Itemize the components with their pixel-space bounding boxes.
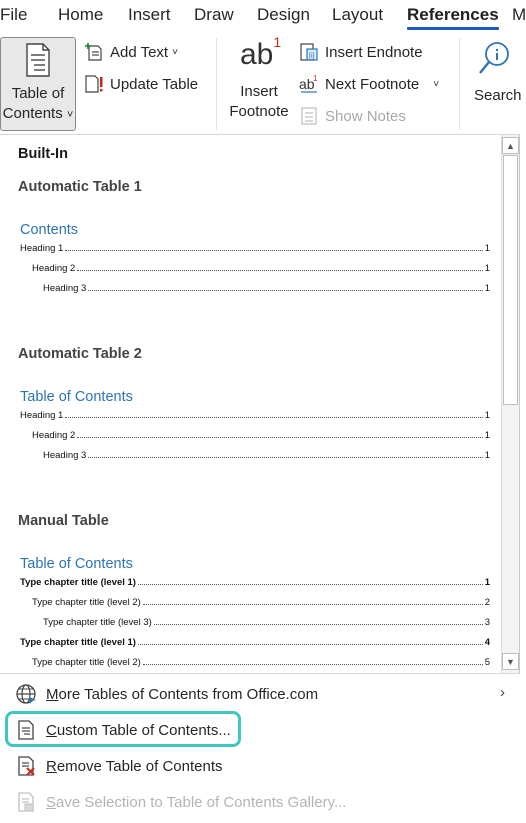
- insert-footnote-label-line2: Footnote: [229, 103, 289, 120]
- next-footnote-label: Next Footnote: [325, 75, 420, 93]
- search-label: Search: [474, 87, 522, 104]
- toc-menu: [0, 673, 520, 823]
- show-notes-label: Show Notes: [325, 107, 406, 125]
- chevron-down-icon: ˅: [172, 46, 178, 58]
- svg-text:1: 1: [313, 74, 318, 83]
- more-tables-menu-item[interactable]: [0, 677, 520, 711]
- toc-preview-entry: Type chapter title (level 2) 5: [32, 657, 490, 668]
- toc-preview-entry: Type chapter title (level 1) 1: [20, 577, 490, 588]
- footnote-icon: $ab^1$: [240, 34, 282, 71]
- toc-preview-entry: Heading 1 1: [20, 410, 490, 421]
- remove-toc-menu-item[interactable]: [0, 749, 520, 783]
- tab-references[interactable]: References: [407, 5, 499, 24]
- tab-file[interactable]: File: [0, 5, 28, 24]
- insert-footnote-button[interactable]: [224, 36, 294, 130]
- custom-toc-highlight: [5, 711, 241, 747]
- toc-button-label-line2: Contents ˅: [2, 105, 74, 122]
- toc-preview-entry: Heading 2 1: [32, 263, 490, 274]
- tab-insert[interactable]: Insert: [128, 5, 171, 24]
- toc-preview-entry: Heading 3 1: [43, 283, 490, 294]
- insert-endnote-icon: [299, 42, 319, 62]
- show-notes-icon: [299, 106, 319, 126]
- add-text-button[interactable]: [84, 42, 178, 62]
- next-footnote-icon: [299, 74, 319, 94]
- tab-home[interactable]: Home: [58, 5, 104, 24]
- gallery-item-manual-table[interactable]: [0, 135, 500, 668]
- search-icon: [477, 40, 511, 76]
- chevron-down-icon: ˅: [66, 109, 74, 121]
- toc-preview-title: Contents: [20, 222, 79, 238]
- toc-button-label-line1: Table of: [11, 85, 65, 102]
- search-button[interactable]: [466, 36, 526, 130]
- section-heading: Automatic Table 1: [18, 179, 142, 195]
- ribbon-separator: [216, 38, 217, 130]
- toc-preview-entry: Type chapter title (level 1) 4: [20, 637, 490, 648]
- next-footnote-button[interactable]: [299, 74, 439, 94]
- more-tables-label: More Tables of Contents from Office.com: [46, 685, 319, 703]
- show-notes-button[interactable]: [299, 106, 406, 126]
- tab-draw[interactable]: Draw: [194, 5, 234, 24]
- svg-text:[i]: [i]: [309, 53, 315, 60]
- table-of-contents-button[interactable]: [0, 37, 76, 131]
- update-table-icon: [84, 74, 104, 94]
- insert-endnote-button[interactable]: [299, 42, 423, 62]
- toc-preview-entry: Type chapter title (level 2) 2: [32, 597, 490, 608]
- ribbon-separator: [459, 38, 460, 130]
- scroll-up-arrow-icon[interactable]: ▲: [502, 137, 519, 154]
- toc-preview-entry: Type chapter title (level 3) 3: [43, 617, 490, 628]
- save-selection-menu-item[interactable]: [0, 785, 520, 819]
- chevron-down-icon: ˅: [433, 78, 440, 90]
- globe-icon: [15, 683, 37, 705]
- toc-preview-title: Table of Contents: [20, 556, 133, 572]
- svg-text:ab: ab: [299, 76, 315, 92]
- save-selection-icon: [15, 791, 37, 813]
- menu-bar: [0, 0, 526, 30]
- tab-design[interactable]: Design: [257, 5, 310, 24]
- scroll-down-arrow-icon[interactable]: ▼: [502, 653, 519, 670]
- ribbon: [0, 30, 520, 135]
- chevron-right-icon: ›: [500, 684, 505, 701]
- tab-mailings[interactable]: M: [512, 5, 526, 24]
- toc-preview-entry: Heading 1 1: [20, 243, 490, 254]
- custom-toc-label: Custom Table of Contents...: [46, 721, 231, 739]
- section-heading: Manual Table: [18, 513, 109, 529]
- toc-preview-title: Table of Contents: [20, 389, 133, 405]
- insert-footnote-label-line1: Insert: [240, 83, 278, 100]
- save-selection-label: Save Selection to Table of Contents Gallery...: [46, 793, 347, 811]
- gallery-header: Built-In: [18, 146, 68, 162]
- tab-layout[interactable]: Layout: [332, 5, 384, 24]
- update-table-button[interactable]: [84, 74, 198, 94]
- remove-toc-icon: [15, 755, 37, 777]
- toc-preview-entry: Heading 2 1: [32, 430, 490, 441]
- remove-toc-label: Remove Table of Contents: [46, 757, 223, 775]
- add-text-label: Add Text: [110, 43, 169, 61]
- scrollbar-thumb[interactable]: [503, 155, 518, 405]
- update-table-label: Update Table: [110, 75, 199, 93]
- toc-preview-entry: Heading 3 1: [43, 450, 490, 461]
- insert-endnote-label: Insert Endnote: [325, 43, 423, 61]
- table-of-contents-icon: [24, 42, 52, 78]
- section-heading: Automatic Table 2: [18, 346, 142, 362]
- add-text-icon: [84, 42, 104, 62]
- toc-gallery: [0, 135, 520, 673]
